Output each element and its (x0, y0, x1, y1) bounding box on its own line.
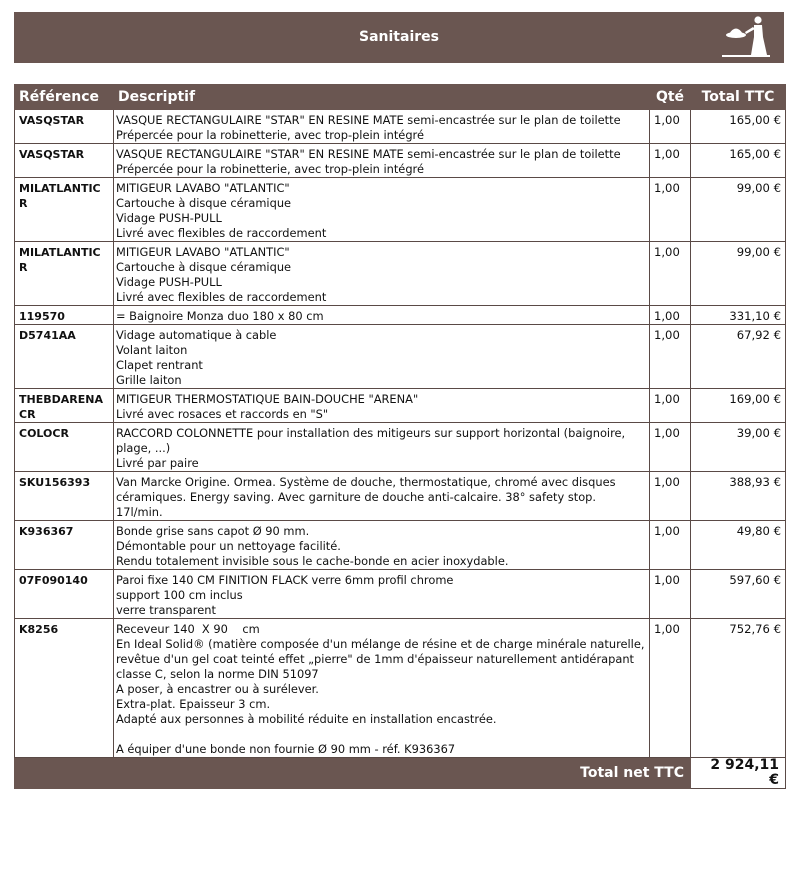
description-line: VASQUE RECTANGULAIRE "STAR" EN RESINE MATE semi-encastrée sur le plan de toilette (116, 147, 621, 161)
row-description (114, 325, 650, 389)
description-line: A équiper d'une bonde non fournie Ø 90 mm - réf. K936367 (116, 742, 456, 756)
row-quantity: 1,00 (650, 306, 691, 325)
row-quantity: 1,00 (650, 472, 691, 521)
description-line: Livré avec flexibles de raccordement (116, 290, 327, 304)
row-reference: D5741AA (15, 325, 114, 389)
description-line: Rendu totalement invisible sous le cache-bonde en acier inoxydable. (116, 554, 509, 568)
row-description (114, 389, 650, 423)
table-row (15, 178, 786, 242)
section-banner (14, 12, 784, 63)
table-row (15, 570, 786, 619)
table-row (15, 472, 786, 521)
row-quantity: 1,00 (650, 423, 691, 472)
waiter-serving-icon (720, 15, 772, 59)
description-line: A poser, à encastrer ou à surélever. (116, 682, 319, 696)
table-row (15, 389, 786, 423)
row-reference: VASQSTAR (15, 110, 114, 144)
description-line: MITIGEUR THERMOSTATIQUE BAIN-DOUCHE "ARENA" (116, 392, 419, 406)
description-line: Bonde grise sans capot Ø 90 mm. (116, 524, 310, 538)
row-description (114, 144, 650, 178)
description-line: Receveur 140 X 90 cm (116, 622, 260, 636)
row-description (114, 178, 650, 242)
description-line: Cartouche à disque céramique (116, 260, 292, 274)
column-header-description: Descriptif (114, 85, 650, 110)
row-reference: 07F090140 (15, 570, 114, 619)
total-value: 2 924,11 € (691, 758, 786, 789)
row-description (114, 619, 650, 758)
quote-table (14, 84, 786, 789)
row-quantity: 1,00 (650, 242, 691, 306)
description-line: Livré avec rosaces et raccords en "S" (116, 407, 329, 421)
row-reference: THEBDARENACR (15, 389, 114, 423)
row-reference: SKU156393 (15, 472, 114, 521)
table-row (15, 619, 786, 758)
description-line: VASQUE RECTANGULAIRE "STAR" EN RESINE MATE semi-encastrée sur le plan de toilette (116, 113, 621, 127)
row-reference: K8256 (15, 619, 114, 758)
description-line: MITIGEUR LAVABO "ATLANTIC" (116, 181, 290, 195)
row-description (114, 306, 650, 325)
description-line: classe C, selon la norme DIN 51097 (116, 667, 319, 681)
description-line: support 100 cm inclus (116, 588, 243, 602)
row-description (114, 423, 650, 472)
row-reference: COLOCR (15, 423, 114, 472)
column-header-quantity: Qté (650, 85, 691, 110)
row-reference: K936367 (15, 521, 114, 570)
row-description (114, 242, 650, 306)
total-label: Total net TTC (15, 758, 691, 789)
description-line: Vidage automatique à cable (116, 328, 277, 342)
row-quantity: 1,00 (650, 325, 691, 389)
description-line: Adapté aux personnes à mobilité réduite en installation encastrée. (116, 712, 497, 726)
section-title: Sanitaires (359, 29, 439, 45)
description-line: verre transparent (116, 603, 216, 617)
table-row (15, 521, 786, 570)
row-total: 597,60 € (691, 570, 786, 619)
description-line: RACCORD COLONNETTE pour installation des mitigeurs sur support horizontal (baignoire, plage, ...) (116, 426, 629, 455)
row-total: 169,00 € (691, 389, 786, 423)
description-line: Clapet rentrant (116, 358, 203, 372)
row-total: 67,92 € (691, 325, 786, 389)
total-row (15, 758, 786, 789)
description-line: revêtue d'un gel coat teinté effet „pierre" de 1mm d'épaisseur naturellement antidérapant (116, 652, 635, 666)
table-row (15, 110, 786, 144)
description-line: En Ideal Solid® (matière composée d'un mélange de résine et de charge minérale naturelle, (116, 637, 645, 651)
row-quantity: 1,00 (650, 110, 691, 144)
row-reference: MILATLANTICR (15, 178, 114, 242)
row-quantity: 1,00 (650, 521, 691, 570)
table-row (15, 423, 786, 472)
description-line: Livré avec flexibles de raccordement (116, 226, 327, 240)
row-total: 165,00 € (691, 144, 786, 178)
row-description (114, 110, 650, 144)
row-quantity: 1,00 (650, 144, 691, 178)
table-header-row (15, 85, 786, 110)
description-line: Vidage PUSH-PULL (116, 211, 222, 225)
row-quantity: 1,00 (650, 570, 691, 619)
row-reference: MILATLANTICR (15, 242, 114, 306)
row-description (114, 472, 650, 521)
table-row (15, 144, 786, 178)
row-total: 49,80 € (691, 521, 786, 570)
row-description (114, 570, 650, 619)
row-total: 165,00 € (691, 110, 786, 144)
description-line: Grille laiton (116, 373, 182, 387)
table-row (15, 306, 786, 325)
row-total: 331,10 € (691, 306, 786, 325)
description-line: Prépercée pour la robinetterie, avec trop-plein intégré (116, 128, 424, 142)
description-line: Démontable pour un nettoyage facilité. (116, 539, 341, 553)
row-reference: 119570 (15, 306, 114, 325)
description-line: MITIGEUR LAVABO "ATLANTIC" (116, 245, 290, 259)
description-line: Extra-plat. Epaisseur 3 cm. (116, 697, 271, 711)
table-row (15, 325, 786, 389)
row-total: 99,00 € (691, 242, 786, 306)
description-line: Paroi fixe 140 CM FINITION FLACK verre 6mm profil chrome (116, 573, 454, 587)
row-total: 99,00 € (691, 178, 786, 242)
column-header-total: Total TTC (691, 85, 786, 110)
row-total: 39,00 € (691, 423, 786, 472)
table-row (15, 242, 786, 306)
row-total: 752,76 € (691, 619, 786, 758)
column-header-reference: Référence (15, 85, 114, 110)
description-line (116, 727, 645, 742)
description-line: Van Marcke Origine. Ormea. Système de douche, thermostatique, chromé avec disques céramiques. Energy saving. Avec garniture de douche anti-calcaire. 38° safety stop. 17l/min. (116, 475, 620, 519)
row-total: 388,93 € (691, 472, 786, 521)
description-line: Volant laiton (116, 343, 188, 357)
row-description (114, 521, 650, 570)
description-line: Cartouche à disque céramique (116, 196, 292, 210)
description-line: Vidage PUSH-PULL (116, 275, 222, 289)
row-reference: VASQSTAR (15, 144, 114, 178)
row-quantity: 1,00 (650, 619, 691, 758)
row-quantity: 1,00 (650, 389, 691, 423)
row-quantity: 1,00 (650, 178, 691, 242)
description-line: = Baignoire Monza duo 180 x 80 cm (116, 309, 324, 323)
description-line: Prépercée pour la robinetterie, avec trop-plein intégré (116, 162, 424, 176)
description-line: Livré par paire (116, 456, 199, 470)
